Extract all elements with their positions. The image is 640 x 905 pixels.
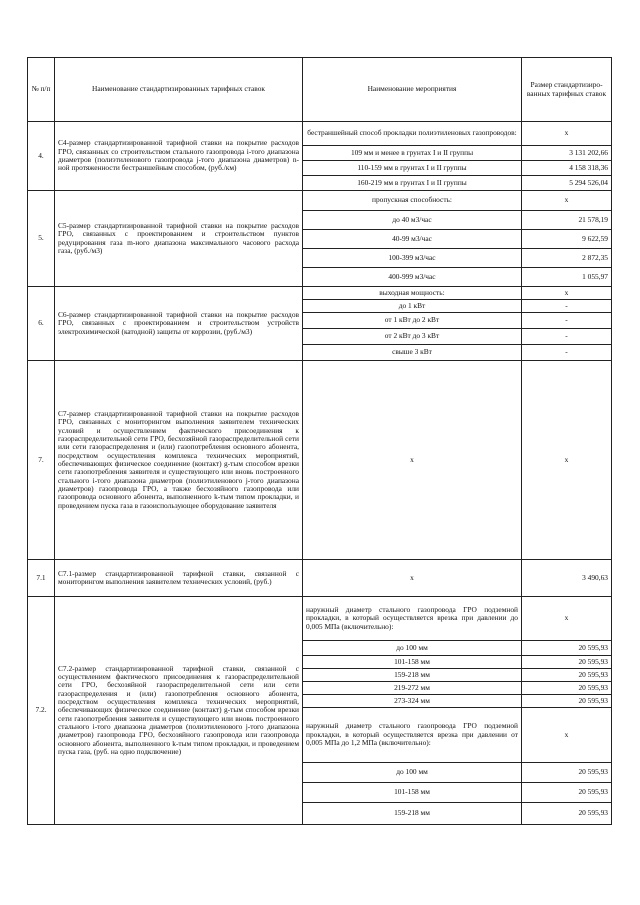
rate-value: x	[522, 597, 612, 641]
rate-value: x	[522, 287, 612, 300]
rate-name: С7-размер стандартизированной тарифной ставки на покрытие расходов ГРО, связанных с мониторингом выполнения заявителем технических условий и осуществлением фактического присоединения к газораспределительной сети ГРО, бесхозяйной газораспределительной сети или сети газораспределения и (или) газопотребления основного абонента, посредством осуществления комплекса технических мероприятий, обеспечивающих физическое соединение (контакт) g-тым способом врезки сети газопотребления заявителя и существующего или вновь построенного стального i-того диапазона диаметров (полиэтиленового j-того диапазона диаметров) газопровода ГРО, а также бесхозяйного газопровода или газопровода основного абонента, выполненного k-тым типом прокладки, и проведением пуска газа в газоиспользующее оборудование заявителя	[55, 361, 303, 560]
event-name: 100-399 м3/час	[303, 249, 522, 268]
event-name: 219-272 мм	[303, 682, 522, 695]
rate-value: 3 131 202,66	[522, 146, 612, 161]
event-name: 110-159 мм в грунтах I и II группы	[303, 161, 522, 176]
event-name: до 1 кВт	[303, 300, 522, 313]
rate-value: -	[522, 345, 612, 361]
rate-value: 20 595,93	[522, 695, 612, 708]
rate-name: С6-размер стандартизированной тарифной ставки на покрытие расходов ГРО, связанных с проектированием и строительством устройств электрохимической (катодной) защиты от коррозии, (руб./м3)	[55, 287, 303, 361]
event-name: свыше 3 кВт	[303, 345, 522, 361]
event-name: от 2 кВт до 3 кВт	[303, 329, 522, 345]
row-number: 5.	[28, 191, 55, 287]
rate-value: -	[522, 313, 612, 329]
event-name: до 100 мм	[303, 641, 522, 656]
event-name: x	[303, 361, 522, 560]
event-name: наружный диаметр стального газопровода ГРО подземной прокладки, в который осуществляется врезка при давлении до 0,005 МПа (включительно):	[303, 597, 522, 641]
rate-value: 21 578,19	[522, 211, 612, 230]
header-rate-name: Наименование стандартизированных тарифных ставок	[55, 58, 303, 122]
rate-value: -	[522, 329, 612, 345]
table-row	[28, 122, 612, 146]
rate-value: 5 294 526,04	[522, 176, 612, 191]
header-num: № п/п	[28, 58, 55, 122]
rate-value: 2 872,35	[522, 249, 612, 268]
event-name: x	[303, 560, 522, 597]
event-name: 159-218 мм	[303, 803, 522, 825]
rate-value: 4 158 318,36	[522, 161, 612, 176]
rate-value: 20 595,93	[522, 682, 612, 695]
rate-value: x	[522, 708, 612, 763]
rate-value: 20 595,93	[522, 656, 612, 669]
table-row	[28, 287, 612, 300]
event-name: 159-218 мм	[303, 669, 522, 682]
event-name: до 40 м3/час	[303, 211, 522, 230]
table-row	[28, 597, 612, 641]
rate-value: 9 622,59	[522, 230, 612, 249]
row-number: 4.	[28, 122, 55, 191]
rate-value: 3 490,63	[522, 560, 612, 597]
row-number: 7.	[28, 361, 55, 560]
event-name: 160-219 мм в грунтах I и II группы	[303, 176, 522, 191]
rate-value: 1 055,97	[522, 268, 612, 287]
header-event-name: Наименование мероприятия	[303, 58, 522, 122]
rate-value: -	[522, 300, 612, 313]
event-name: 273-324 мм	[303, 695, 522, 708]
rate-value: x	[522, 361, 612, 560]
event-name: 109 мм и менее в грунтах I и II группы	[303, 146, 522, 161]
event-name: 101-158 мм	[303, 656, 522, 669]
rate-name: С5-размер стандартизированной тарифной ставки на покрытие расходов ГРО, связанных с проектированием и строительством пунктов редуцирования газа m-ного диапазона максимального часового расхода газа, (руб./м3)	[55, 191, 303, 287]
rate-name: С4-размер стандартизированной тарифной ставки на покрытие расходов ГРО, связанных со строительством стального газопровода i-того диапазона диаметров (полиэтиленового газопровода j-того диапазона диаметров) n-ной протяженности бестраншейным способом, (руб./км)	[55, 122, 303, 191]
rate-name: С7.2-размер стандартизированной тарифной ставки, связанной с осуществлением фактического присоединения к газораспределительной сети ГРО, бесхозяйной газораспределительной сети или сети газораспределения и (или) газопотребления основного абонента, посредством осуществления комплекса технических мероприятий, обеспечивающих физическое соединение (контакт) g-тым способом врезки сети газопотребления заявителя и существующего или вновь построенного стального i-того диапазона диаметров (полиэтиленового j-того диапазона диаметров) газопровода ГРО, бесхозяйного газопровода или газопровода основного абонента, выполненного k-тым типом прокладки, и проведением пуска газа, (руб. на одно подключение)	[55, 597, 303, 825]
row-number: 6.	[28, 287, 55, 361]
event-name: наружный диаметр стального газопровода ГРО подземной прокладки, в который осуществляется врезка при давлении от 0,005 МПа до 1,2 МПа (включительно):	[303, 708, 522, 763]
rate-value: x	[522, 122, 612, 146]
table-header-row	[28, 58, 612, 122]
rate-value: 20 595,93	[522, 763, 612, 783]
tariff-rates-table	[27, 57, 612, 825]
rate-value: 20 595,93	[522, 641, 612, 656]
header-rate-size: Размер стандартизиро-ванных тарифных ставок	[522, 58, 612, 122]
event-name: до 100 мм	[303, 763, 522, 783]
event-name: 40-99 м3/час	[303, 230, 522, 249]
event-name: 101-158 мм	[303, 783, 522, 803]
table-row	[28, 191, 612, 211]
event-name: пропускная способность:	[303, 191, 522, 211]
event-name: выходная мощность:	[303, 287, 522, 300]
row-number: 7.2.	[28, 597, 55, 825]
row-number: 7.1	[28, 560, 55, 597]
rate-value: 20 595,93	[522, 803, 612, 825]
event-name: от 1 кВт до 2 кВт	[303, 313, 522, 329]
event-name: 400-999 м3/час	[303, 268, 522, 287]
event-name: бестраншейный способ прокладки полиэтиленовых газопроводов:	[303, 122, 522, 146]
rate-name: С7.1-размер стандартизированной тарифной ставки, связанной с мониторингом выполнения заявителем технических условий, (руб.)	[55, 560, 303, 597]
rate-value: x	[522, 191, 612, 211]
table-row	[28, 560, 612, 597]
rate-value: 20 595,93	[522, 669, 612, 682]
table-row	[28, 361, 612, 560]
rate-value: 20 595,93	[522, 783, 612, 803]
